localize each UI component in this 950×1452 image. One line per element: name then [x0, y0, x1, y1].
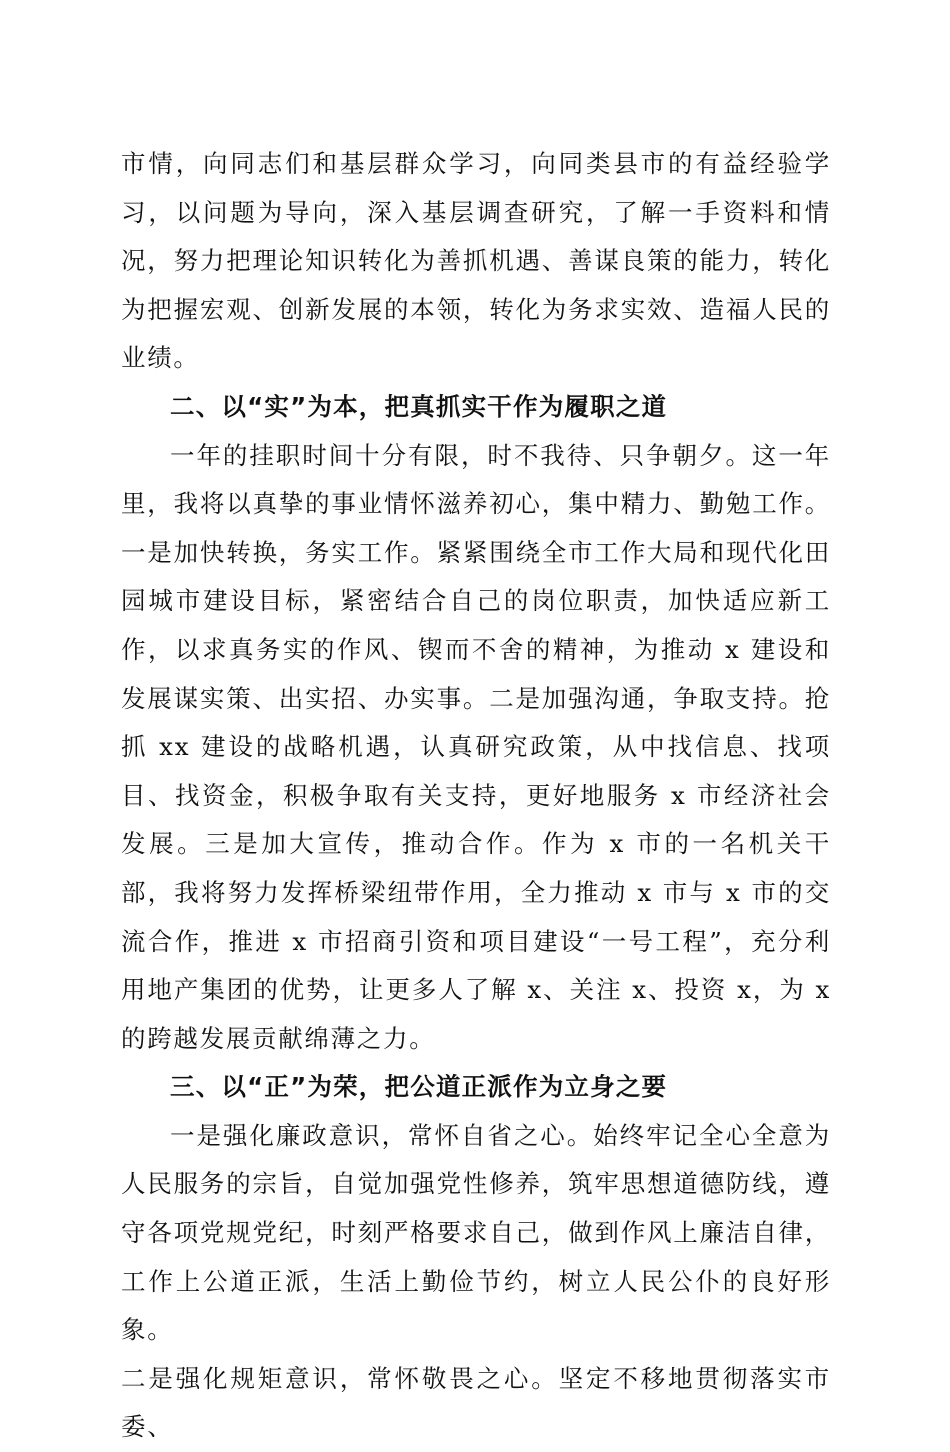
- paragraph-continuation: 市情，向同志们和基层群众学习，向同类县市的有益经验学习，以问题为导向，深入基层调查研究，了解一手资料和情况，努力把理论知识转化为善抓机遇、善谋良策的能力，转化为把握宏观、创新发展的本领，转化为务求实效、造福人民的业绩。: [121, 149, 831, 373]
- document-body: [121, 140, 831, 1452]
- paragraph-section-3-cont: 二是强化规矩意识，常怀敬畏之心。坚定不移地贯彻落实市委、: [121, 1363, 831, 1442]
- section-heading-2: 二、以“实”为本，把真抓实干作为履职之道: [170, 391, 668, 421]
- section-heading-3: 三、以“正”为荣，把公道正派作为立身之要: [170, 1072, 668, 1102]
- paragraph-section-3: 一是强化廉政意识，常怀自省之心。始终牢记全心全意为人民服务的宗旨，自觉加强党性修养，筑牢思想道德防线，遵守各项党规党纪，时刻严格要求自己，做到作风上廉洁自律，工作上公道正派，生活上勤俭节约，树立人民公仆的良好形象。: [121, 1120, 831, 1345]
- paragraph-section-2: 一年的挂职时间十分有限，时不我待、只争朝夕。这一年里，我将以真挚的事业情怀滋养初心，集中精力、勤勉工作。一是加快转换，务实工作。紧紧围绕全市工作大局和现代化田园城市建设目标，紧密结合自己的岗位职责，加快适应新工作，以求真务实的作风、锲而不舍的精神，为推动 x 建设和发展谋实策、出实招、办实事。二是加强沟通，争取支持。抢抓 xx 建设的战略机遇，认真研究政策，从中找信息、找项目、找资金，积极争取有关支持，更好地服务 x 市经济社会发展。三是加大宣传，推动合作。作为 x 市的一名机关干部，我将努力发挥桥梁纽带作用，全力推动 x 市与 x 市的交流合作，推进 x 市招商引资和项目建设“一号工程”，充分利用地产集团的优势，让更多人了解 x、关注 x、投资 x，为 x 的跨越发展贡献绵薄之力。: [121, 440, 831, 1053]
